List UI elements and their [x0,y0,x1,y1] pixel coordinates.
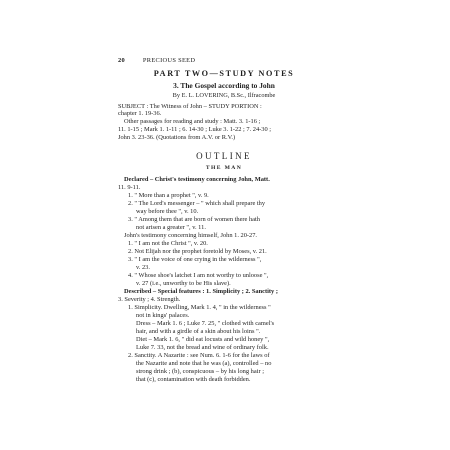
body-line: 11. 9-11. [118,184,141,191]
body-line: 3. Severity ; 4. Strength. [118,296,181,303]
running-head [118,57,195,65]
outline-heading: OUTLINE [196,151,252,161]
author-line: By E. L. LOVERING, B.Sc., Ilfracombe [172,92,276,99]
body-line: that (c), contamination with death forbidden. [136,376,251,383]
body-line: 2. Sanctity. A Nazarite : see Num. 6. 1-6 for the laws of [128,352,270,359]
body-line: not arisen a greater ", v. 11. [136,224,206,231]
study-title: 3. The Gospel according to John [173,81,275,90]
body-line: Described – Special features : 1. Simplicity ; 2. Sanctity ; [124,288,278,295]
body-line: 2. " The Lord's messenger – " which shall prepare thy [128,200,266,207]
body-line: 3. " I am the voice of one crying in the wilderness ", [128,256,262,263]
body-line: v. 23. [136,264,150,271]
body-line: Declared – Christ's testimony concerning John, Matt. [124,176,270,183]
body-line: not in kings' palaces. [136,312,190,319]
body-line: 4. " Whose shoe's latchet I am not worthy to unloose ", [128,272,269,279]
body-line: the Nazarite and note that he was (a), controlled – no [136,360,272,367]
subject-line-5: John 3. 23-36. (Quotations from A.V. or R.V.) [118,134,236,141]
body-line: John's testimony concerning himself, John 1. 20-27. [124,232,258,239]
body-line: 1. " I am not the Christ ", v. 20. [128,240,208,247]
body-line: strong drink ; (b), conspicuous – by his long hair ; [136,368,264,375]
body-line: 3. " Among them that are born of women there hath [128,216,260,223]
page-number: 20 [118,57,125,64]
subject-line-1: SUBJECT : The Witness of John – STUDY PORTION : [118,103,262,110]
body-line: 1. " More than a prophet ", v. 9. [128,192,209,199]
subject-line-4: 11. 1-15 ; Mark 1. 1-11 ; 6. 14-30 ; Luke 3. 1-22 ; 7. 24-30 ; [118,126,272,133]
body-line: hair, and with a girdle of a skin about his loins ". [136,328,261,335]
body-line: Luke 7. 33, not the bread and wine of ordinary folk. [136,344,269,351]
part-title: PART TWO—STUDY NOTES [153,69,295,78]
body-line: way before thee ", v. 10. [136,208,199,215]
body-line: 2. Not Elijah nor the prophet foretold by Moses, v. 21. [128,248,267,255]
man-heading: THE MAN [205,165,243,171]
body-line: Dress – Mark 1. 6 ; Luke 7. 25, " clothed with camel's [136,320,275,327]
body-line: Diet – Mark 1. 6, " did eat locusts and wild honey ", [136,336,270,343]
subject-line-2: chapter 1. 19-36. [118,110,162,117]
running-title: PRECIOUS SEED [142,57,196,64]
subject-line-3: Other passages for reading and study : Matt. 3. 1-16 ; [124,118,261,125]
body-line: v. 27 (i.e., unworthy to be His slave). [136,280,231,287]
body-line: 1. Simplicity. Dwelling, Mark 1. 4, " in the wilderness " [128,304,271,311]
